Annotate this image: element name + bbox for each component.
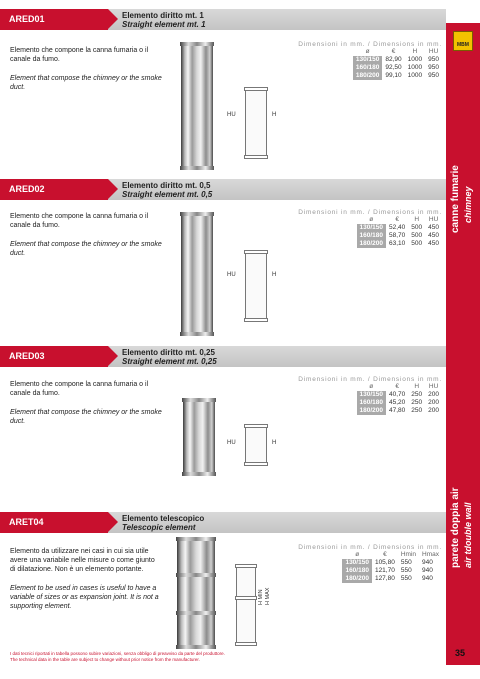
section-title	[122, 181, 212, 199]
cell-hu: 950	[428, 64, 439, 71]
cell-size: 160/180	[342, 567, 372, 575]
table-row	[353, 64, 442, 72]
dim-label-h: H	[272, 112, 277, 118]
page-number: 35	[455, 648, 466, 658]
table-row	[342, 559, 442, 567]
cell-price: 58,70	[389, 232, 406, 239]
dim-label-hmin: H MIN	[258, 589, 264, 605]
col-hmax: Hmax	[422, 551, 439, 558]
cell-h: 500	[411, 224, 423, 231]
brand-logo	[453, 31, 473, 51]
product-code: ARET04	[0, 512, 108, 533]
table-header: Dimensioni in mm. / Dimensions in mm.	[298, 544, 442, 551]
table-row	[357, 399, 443, 407]
col-price: €	[391, 48, 396, 55]
section-header-ared02	[0, 179, 446, 200]
cell-price: 45,20	[389, 399, 406, 406]
cell-size: 180/200	[342, 575, 372, 583]
footer-note-it: I dati tecnici riportati in tabella possono subire variazioni, senza obbligo di preavviso da parte del produttore.	[10, 651, 225, 656]
description-it: Elemento che compone la canna fumaria o il canale da fumo.	[10, 47, 149, 63]
drawing-cap	[235, 642, 257, 646]
pipe-image	[181, 212, 213, 336]
description-en: Element that compose the chimney or the smoke duct.	[10, 75, 162, 91]
description-it: Elemento che compone la canna fumaria o il canale da fumo.	[10, 381, 149, 397]
cell-size: 130/150	[342, 559, 372, 567]
dim-label-hu: HU	[227, 440, 236, 446]
drawing-cap	[235, 596, 257, 600]
pipe-ring	[180, 212, 214, 216]
cell-size: 160/180	[357, 232, 387, 240]
section-title	[122, 348, 217, 366]
col-price: €	[383, 551, 387, 558]
cell-price: 40,70	[389, 391, 406, 398]
dimensions-table	[298, 209, 442, 248]
drawing-cap	[244, 462, 268, 466]
cell-hu: 950	[428, 72, 439, 79]
table-header: Dimensioni in mm. / Dimensions in mm.	[298, 209, 442, 216]
cell-price: 63,10	[389, 240, 406, 247]
dimensions-table	[298, 41, 442, 80]
table-header: Dimensioni in mm. / Dimensions in mm.	[298, 41, 442, 48]
dim-label-hmax: H MAX	[265, 587, 271, 605]
cell-h: 500	[411, 232, 423, 239]
cell-h: 1000	[407, 72, 423, 79]
product-code: ARED03	[0, 346, 108, 367]
col-hu: HU	[428, 383, 439, 390]
technical-drawing	[245, 251, 267, 321]
pipe-ring	[182, 472, 216, 476]
title-en: Straight element mt. 1	[122, 20, 206, 29]
pipe-ring	[176, 645, 216, 649]
cell-hu: 450	[428, 232, 439, 239]
tab-chimney-en: chimney	[463, 186, 473, 223]
cell-hmin: 550	[400, 567, 412, 574]
cell-hu: 950	[428, 56, 439, 63]
table-row	[353, 72, 442, 80]
telescopic-pipe-image	[177, 537, 215, 649]
table-header: Dimensioni in mm. / Dimensions in mm.	[298, 376, 442, 383]
title-en: Telescopic element	[122, 523, 196, 532]
col-h: H	[414, 216, 420, 223]
table-columns	[353, 48, 442, 56]
title-it: Elemento diritto mt. 1	[122, 11, 204, 20]
cell-size: 130/150	[353, 56, 383, 64]
cell-hmax: 940	[422, 575, 433, 582]
cell-price: 92,50	[385, 64, 402, 71]
section-header-ared03	[0, 346, 446, 367]
table-row	[353, 56, 442, 64]
drawing-cap	[235, 564, 257, 568]
cell-hu: 200	[428, 399, 439, 406]
table-columns	[342, 551, 442, 559]
cell-size: 180/200	[357, 240, 387, 248]
col-price: €	[395, 216, 399, 223]
section-header-ared01	[0, 9, 446, 30]
pipe-ring	[180, 166, 214, 170]
section-title	[122, 514, 204, 532]
cell-size: 130/150	[357, 391, 387, 399]
footer-note-en: The technical data in the table are subject to change without prior notice from the manufacturer.	[10, 657, 200, 662]
cell-price: 121,70	[374, 567, 395, 574]
description-en: Element that compose the chimney or the smoke duct.	[10, 241, 162, 257]
col-diameter: ø	[355, 551, 360, 558]
description	[10, 46, 170, 92]
table-row	[342, 567, 442, 575]
tab-chimney-it: canne fumarie	[450, 165, 461, 233]
col-price: €	[395, 383, 399, 390]
dim-label-h: H	[272, 272, 277, 278]
title-en: Straight element mt. 0,25	[122, 357, 217, 366]
description-en: Element that compose the chimney or the smoke duct.	[10, 409, 162, 425]
cell-hu: 450	[428, 240, 439, 247]
pipe-image	[183, 398, 215, 476]
cell-h: 500	[411, 240, 423, 247]
cell-price: 127,80	[374, 575, 395, 582]
description-it: Elemento da utilizzare nei casi in cui sia utile avere una variabile nelle misure o come giunto di dilatazione. Non è un elemento portante.	[10, 548, 155, 573]
pipe-ring	[180, 42, 214, 46]
dimensions-table	[298, 376, 442, 415]
cell-hmax: 940	[422, 559, 433, 566]
cell-size: 160/180	[357, 399, 387, 407]
cell-h: 250	[411, 407, 423, 414]
description-it: Elemento che compone la canna fumaria o il canale da fumo.	[10, 213, 149, 229]
footer-note	[10, 651, 225, 663]
table-row	[357, 391, 443, 399]
col-hu: HU	[428, 48, 439, 55]
col-diameter: ø	[365, 48, 370, 55]
side-tab-bar	[446, 23, 480, 665]
table-row	[357, 240, 443, 248]
cell-h: 1000	[407, 64, 423, 71]
technical-drawing	[245, 88, 267, 158]
pipe-ring	[182, 398, 216, 402]
dim-label-h: H	[272, 440, 277, 446]
col-hu: HU	[428, 216, 439, 223]
description	[10, 547, 160, 611]
cell-h: 1000	[407, 56, 423, 63]
cell-hu: 450	[428, 224, 439, 231]
technical-drawing	[245, 425, 267, 465]
col-h: H	[414, 383, 420, 390]
section-header-aret04	[0, 512, 446, 533]
table-row	[357, 224, 443, 232]
cell-hu: 200	[428, 407, 439, 414]
table-columns	[357, 216, 443, 224]
table-columns	[357, 383, 443, 391]
description	[10, 212, 170, 258]
dim-label-hu: HU	[227, 272, 236, 278]
cell-price: 82,90	[385, 56, 402, 63]
cell-h: 250	[411, 391, 423, 398]
cell-size: 180/200	[353, 72, 383, 80]
drawing-cap	[244, 424, 268, 428]
product-code: ARED02	[0, 179, 108, 200]
cell-size: 160/180	[353, 64, 383, 72]
pipe-image	[181, 42, 213, 170]
pipe-ring	[176, 573, 216, 577]
drawing-cap	[244, 87, 268, 91]
col-diameter: ø	[369, 383, 374, 390]
cell-price: 105,80	[374, 559, 395, 566]
title-it: Elemento telescopico	[122, 514, 205, 523]
tab-double-wall-en: air tdouble wall	[463, 502, 473, 568]
col-diameter: ø	[369, 216, 374, 223]
cell-h: 250	[411, 399, 423, 406]
table-row	[342, 575, 442, 583]
dimensions-table	[298, 544, 442, 583]
technical-drawing	[236, 565, 256, 645]
cell-hmin: 550	[400, 575, 412, 582]
product-code: ARED01	[0, 9, 108, 30]
drawing-cap	[244, 250, 268, 254]
tab-double-wall-it: parete doppia air	[450, 487, 461, 568]
description-en: Element to be used in cases is useful to have a variable of sizes or as expansion joint. It is not a supporting element.	[10, 585, 159, 610]
col-h: H	[412, 48, 418, 55]
dim-label-hu: HU	[227, 112, 236, 118]
cell-size: 180/200	[357, 407, 387, 415]
description	[10, 380, 170, 426]
pipe-ring	[176, 611, 216, 615]
pipe-ring	[176, 537, 216, 541]
drawing-cap	[244, 318, 268, 322]
cell-size: 130/150	[357, 224, 387, 232]
table-row	[357, 407, 443, 415]
title-it: Elemento diritto mt. 0,5	[122, 181, 211, 190]
cell-price: 47,80	[389, 407, 406, 414]
pipe-ring	[180, 332, 214, 336]
section-title	[122, 11, 206, 29]
title-en: Straight element mt. 0,5	[122, 190, 213, 199]
cell-price: 99,10	[385, 72, 402, 79]
table-row	[357, 232, 443, 240]
cell-hu: 200	[428, 391, 439, 398]
cell-hmin: 550	[400, 559, 412, 566]
logo-text: MBM	[457, 42, 469, 48]
col-hmin: Hmin	[400, 551, 417, 558]
cell-hmax: 940	[422, 567, 433, 574]
cell-price: 52,40	[389, 224, 406, 231]
drawing-cap	[244, 155, 268, 159]
title-it: Elemento diritto mt. 0,25	[122, 348, 215, 357]
